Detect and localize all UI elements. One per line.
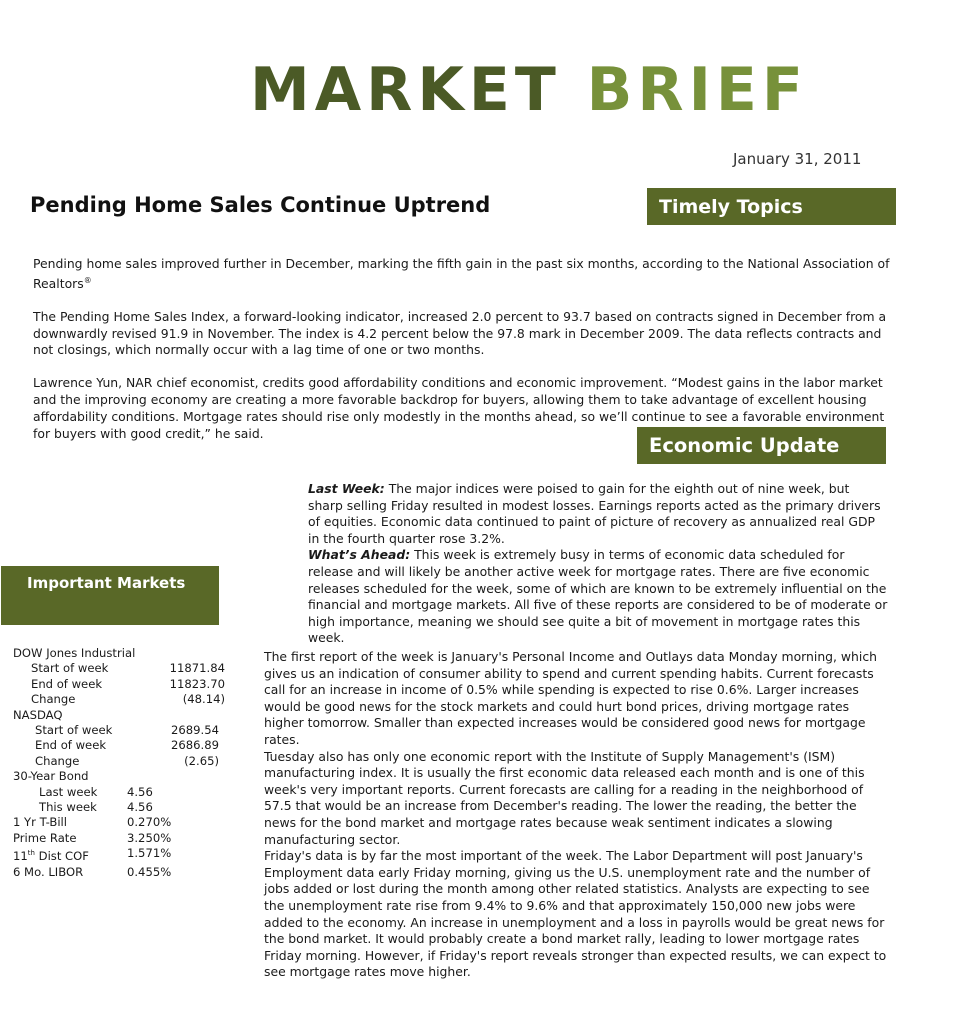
- nasdaq-change-label: Change: [35, 753, 80, 768]
- bond-title: 30-Year Bond: [13, 769, 89, 784]
- issue-date: January 31, 2011: [733, 150, 862, 168]
- dow-end-value: 11823.70: [169, 676, 225, 691]
- dow-end-row: [13, 677, 243, 692]
- economic-update-label: Economic Update: [649, 434, 840, 457]
- prime-label: Prime Rate: [13, 830, 77, 845]
- cof-label-text: Dist COF: [34, 849, 89, 864]
- nasdaq-end-label: End of week: [35, 738, 107, 753]
- tbill-row: [13, 815, 243, 830]
- whats-ahead-label: What’s Ahead:: [308, 547, 411, 563]
- econ-paragraph-2: Tuesday also has only one economic report with the Institute of Supply Management's (ISM) manufacturing index. It is usually the first economic data released each month and is one of this week's very important reports. Current forecasts are calling for a reading in the neighborhood of 57.5 that would be an increase from December's reading. The lower the reading, the better the news for the bond market and mortgage rates because weak sentiment indicates a slowing manufacturing sector.: [264, 748, 865, 847]
- dow-title: DOW Jones Industrial: [13, 646, 136, 660]
- masthead-title: [250, 55, 808, 125]
- article-headline: Pending Home Sales Continue Uptrend: [30, 193, 491, 217]
- cof-value: 1.571%: [127, 846, 172, 861]
- bond-this-label: This week: [39, 800, 97, 815]
- bond-heading: [13, 769, 243, 784]
- tbill-value: 0.270%: [127, 815, 172, 830]
- econ-paragraph-3: Friday's data is by far the most important of the week. The Labor Department will post January's Employment data early Friday morning, giving us the U.S. unemployment rate and the number of jobs added or lost during the month among other related statistics. Analysts are expecting to see the unemployment rate rise from 9.4% to 9.6% and that approximately 150,000 new jobs were added to the economy. An increase in unemployment and a loss in payrolls would be great news for the bond market. It would probably create a bond market rally, leading to lower mortgage rates Friday morning. However, if Friday's report reveals stronger than expected results, we can expect to see mortgage rates move higher.: [264, 848, 887, 980]
- dow-change-value: (48.14): [182, 692, 225, 707]
- nasdaq-change-value: (2.65): [184, 753, 219, 768]
- econ-paragraph-1: The first report of the week is January's Personal Income and Outlays data Monday morning, which gives us an indication of consumer ability to spend and current spending habits. Current forecasts call for an increase in income of 0.5% while spending is expected to rise 0.6%. Larger increases would be good news for the stock markets and could hurt bond prices, driving mortgage rates higher tomorrow. Smaller than expected increases would be considered good news for mortgage rates.: [264, 649, 878, 747]
- intro-p1-text: Pending home sales improved further in December, marking the fifth gain in the past six months, according to the National Association of Realtors: [33, 256, 890, 291]
- nasdaq-heading: [13, 708, 243, 723]
- nasdaq-start-label: Start of week: [35, 723, 113, 738]
- cof-label: [13, 846, 127, 864]
- economic-update-body: [264, 649, 892, 981]
- whats-ahead-text: This week is extremely busy in terms of economic data scheduled for release and will likely be another active week for mortgage rates. There are five economic releases scheduled for the week, some of which are known to be extremely influential on the financial and mortgage markets. All five of these reports are considered to be of moderate or high importance, meaning we should see quite a bit of movement in mortgage rates this week.: [308, 547, 888, 646]
- dow-start-label: Start of week: [31, 661, 109, 676]
- important-markets-label: Important Markets: [27, 574, 186, 592]
- masthead-word-market: MARKET: [250, 55, 561, 125]
- bond-last-label: Last week: [39, 784, 98, 799]
- dow-change-label: Change: [31, 692, 76, 707]
- important-markets-banner: [1, 566, 219, 625]
- dow-start-row: [13, 661, 243, 676]
- tbill-label: 1 Yr T-Bill: [13, 815, 67, 830]
- timely-topics-banner: [647, 188, 896, 225]
- libor-value: 0.455%: [127, 864, 172, 879]
- bond-this-value: 4.56: [127, 800, 153, 815]
- dow-start-value: 11871.84: [169, 661, 225, 676]
- timely-topics-label: Timely Topics: [659, 195, 803, 218]
- nasdaq-end-value: 2686.89: [171, 738, 219, 753]
- markets-table: [13, 646, 243, 880]
- registered-mark: ®: [83, 275, 92, 285]
- intro-paragraph-2: The Pending Home Sales Index, a forward-looking indicator, increased 2.0 percent to 93.7 based on contracts signed in December from a downwardly revised 91.9 in November. The index is 4.2 percent below the 97.8 mark in December 2009. The data reflects contracts and not closings, which normally occur with a lag time of one or two months.: [33, 308, 887, 358]
- masthead-word-brief: BRIEF: [586, 55, 808, 125]
- intro-paragraph-1: [33, 256, 893, 293]
- prime-value: 3.250%: [127, 830, 172, 845]
- bond-last-value: 4.56: [127, 784, 153, 799]
- nasdaq-end-row: [13, 738, 243, 753]
- economic-update-summary: [308, 481, 888, 647]
- bond-this-row: [13, 800, 243, 815]
- nasdaq-start-row: [13, 723, 243, 738]
- libor-row: [13, 865, 243, 880]
- dow-end-label: End of week: [31, 676, 103, 691]
- prime-row: [13, 831, 243, 846]
- bond-last-row: [13, 785, 243, 800]
- nasdaq-change-row: [13, 754, 243, 769]
- intro-paragraph-3: Lawrence Yun, NAR chief economist, credits good affordability conditions and economic improvement. “Modest gains in the labor market and the improving economy are creating a more favorable backdrop for buyers, allowing them to take advantage of excellent housing affordability conditions. Mortgage rates should rise only modestly in the months ahead, so we’ll continue to see a favorable environment for buyers with good credit,” he said.: [33, 375, 885, 441]
- last-week-label: Last Week:: [308, 481, 385, 496]
- cof-label-suffix: th: [27, 849, 35, 858]
- last-week-paragraph: [308, 481, 888, 547]
- cof-row: [13, 846, 243, 864]
- dow-heading: [13, 646, 243, 661]
- libor-label: 6 Mo. LIBOR: [13, 864, 84, 879]
- nasdaq-title: NASDAQ: [13, 707, 63, 722]
- economic-update-banner: [637, 427, 886, 464]
- last-week-text: The major indices were poised to gain for the eighth out of nine week, but sharp selling Friday resulted in modest losses. Earnings reports acted as the primary drivers of equities. Economic data continued to paint of picture of recovery as annualized real GDP in the fourth quarter rose 3.2%.: [308, 481, 881, 546]
- dow-change-row: [13, 692, 243, 707]
- whats-ahead-paragraph: [308, 547, 888, 647]
- nasdaq-start-value: 2689.54: [171, 723, 219, 738]
- cof-label-number: 11: [13, 849, 28, 864]
